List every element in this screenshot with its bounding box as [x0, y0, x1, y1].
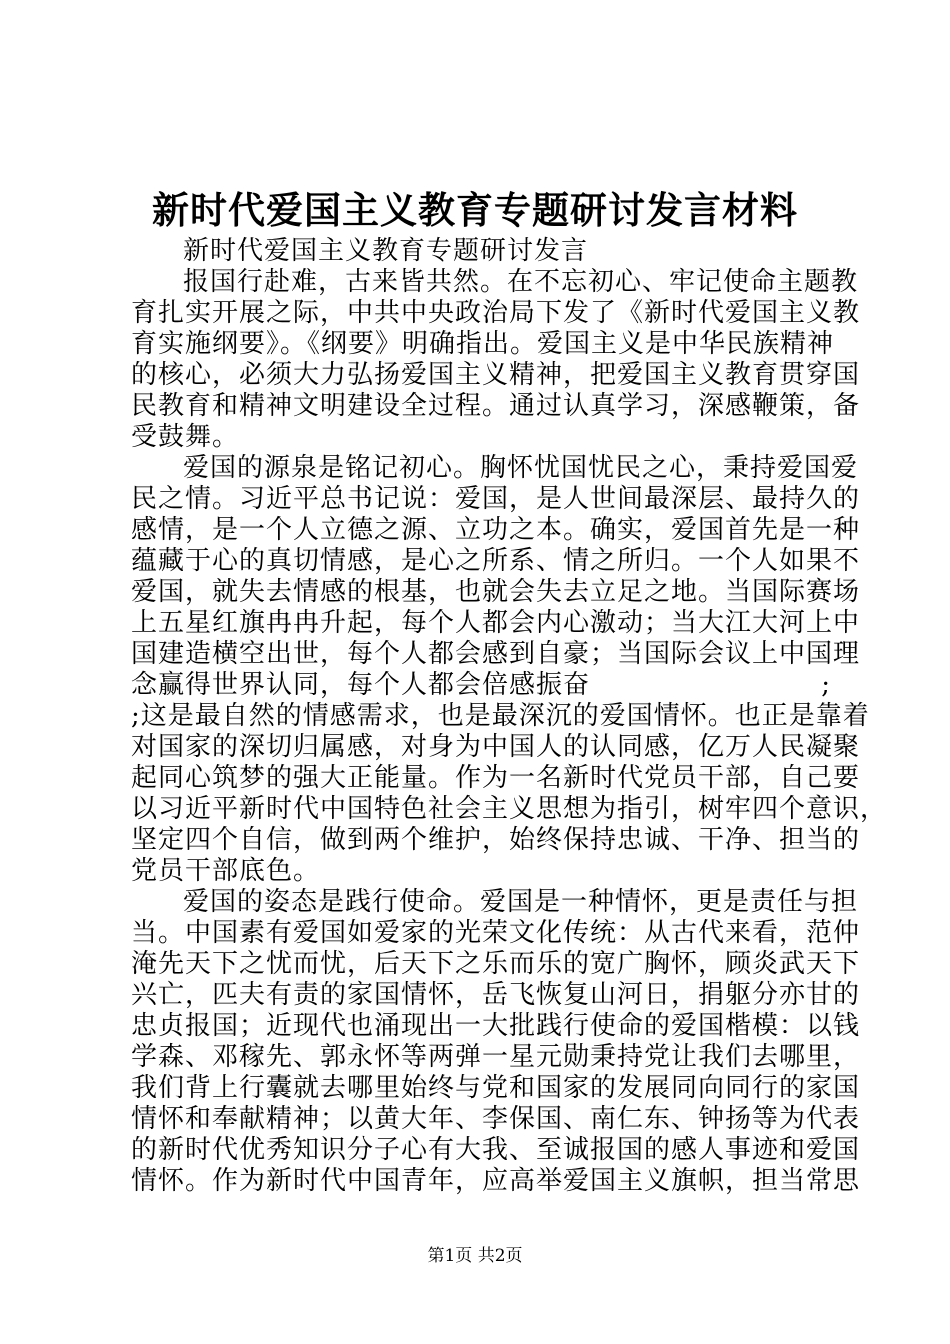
text-line: [131, 608, 861, 639]
text-line-content: 的核心，必须大力弘扬爱国主义精神，把爱国主义教育贯穿国: [131, 360, 861, 390]
text-line: [131, 980, 861, 1011]
text-line-content: 我们背上行囊就去哪里始终与党和国家的发展同向同行的家国: [131, 1073, 861, 1103]
text-line-content: 国建造横空出世，每个人都会感到自豪；当国际会议上中国理: [131, 639, 861, 669]
text-line: [131, 1073, 861, 1104]
text-line: [131, 639, 861, 670]
text-line-content: 兴亡，匹夫有责的家国情怀，岳飞恢复山河日，捐躯分亦甘的: [131, 980, 861, 1010]
text-line-content: 淹先天下之忧而忧，后天下之乐而乐的宽广胸怀，顾炎武天下: [131, 949, 861, 979]
text-line: [131, 298, 861, 329]
text-line: [131, 360, 861, 391]
text-line: [131, 267, 859, 298]
text-line: [131, 391, 861, 422]
text-line: [131, 918, 861, 949]
text-line-content: 报国行赴难，古来皆共然。在不忘初心、牢记使命主题教: [183, 267, 859, 297]
text-line-content: 爱国，就失去情感的根基，也就会失去立足之地。当国际赛场: [131, 577, 861, 607]
text-line: [131, 484, 861, 515]
text-line-content: 上五星红旗冉冉升起，每个人都会内心激动；当大江大河上中: [131, 608, 861, 638]
text-line: [131, 887, 859, 918]
text-line-content: 民教育和精神文明建设全过程。通过认真学习，深感鞭策，备: [131, 391, 861, 421]
text-line-content: 以习近平新时代中国特色社会主义思想为指引，树牢四个意识，: [131, 794, 888, 824]
text-line-content: 情怀。作为新时代中国青年，应高举爱国主义旗帜，担当常思: [131, 1166, 861, 1196]
text-line-content: 念赢得世界认同，每个人都会倍感振奋: [131, 670, 591, 700]
text-line: [131, 856, 831, 887]
text-line: [131, 1104, 861, 1135]
text-line: [131, 453, 859, 484]
text-line: [131, 949, 861, 980]
text-line-content: 育实施纲要》。《纲要》明确指出。爱国主义是中华民族精神: [131, 329, 835, 359]
text-line-content: 受鼓舞。: [131, 422, 240, 452]
text-line: [131, 236, 831, 267]
document-body: [131, 236, 888, 1197]
text-line-content: 当。中国素有爱国如爱家的光荣文化传统：从古代来看，范仲: [131, 918, 861, 948]
text-line-content: 对国家的深切归属感，对身为中国人的认同感，亿万人民凝聚: [131, 732, 861, 762]
text-line: [131, 1166, 861, 1197]
text-line: [131, 825, 861, 856]
text-line: [131, 701, 870, 732]
text-line-content: 蕴藏于心的真切情感，是心之所系、情之所归。一个人如果不: [131, 546, 861, 576]
text-line-content: 情怀和奉献精神；以黄大年、李保国、南仁东、钟扬等为代表: [131, 1104, 861, 1134]
text-line: [131, 577, 861, 608]
text-line: [131, 1042, 861, 1073]
text-line: [131, 515, 861, 546]
text-line-content: 学森、邓稼先、郭永怀等两弹一星元勋秉持党让我们去哪里，: [131, 1042, 861, 1072]
text-line-content: 新时代爱国主义教育专题研讨发言: [183, 236, 589, 266]
text-line-content: 坚定四个自信，做到两个维护，始终保持忠诚、干净、担当的: [131, 825, 861, 855]
text-line-content: 爱国的姿态是践行使命。爱国是一种情怀，更是责任与担: [183, 887, 859, 917]
document-title: 新时代爱国主义教育专题研讨发言材料: [152, 188, 798, 232]
text-line: [131, 670, 831, 701]
text-line: [131, 546, 861, 577]
text-line-content: 育扎实开展之际，中共中央政治局下发了《新时代爱国主义教: [131, 298, 861, 328]
text-line: [131, 794, 888, 825]
text-line-content: 爱国的源泉是铭记初心。胸怀忧国忧民之心，秉持爱国爱: [183, 453, 859, 483]
text-line-content: 感情，是一个人立德之源、立功之本。确实，爱国首先是一种: [131, 515, 861, 545]
text-line-content: 的新时代优秀知识分子心有大我、至诚报国的感人事迹和爱国: [131, 1135, 861, 1165]
text-line: [131, 1135, 861, 1166]
text-line: [131, 732, 861, 763]
text-line: [131, 763, 861, 794]
text-line-content: 忠贞报国；近现代也涌现出一大批践行使命的爱国楷模：以钱: [131, 1011, 861, 1041]
text-line-content: ;这是最自然的情感需求，也是最深沉的爱国情怀。也正是靠着: [131, 701, 870, 731]
text-line-content: 起同心筑梦的强大正能量。作为一名新时代党员干部，自己要: [131, 763, 861, 793]
page-footer: 第1页 共2页: [427, 1246, 523, 1266]
text-line-content: 党员干部底色。: [131, 856, 321, 886]
text-line-trail: ;: [821, 670, 831, 700]
text-line: [131, 422, 831, 453]
text-line-content: 民之情。习近平总书记说：爱国，是人世间最深层、最持久的: [131, 484, 861, 514]
text-line: [131, 329, 835, 360]
text-line: [131, 1011, 861, 1042]
